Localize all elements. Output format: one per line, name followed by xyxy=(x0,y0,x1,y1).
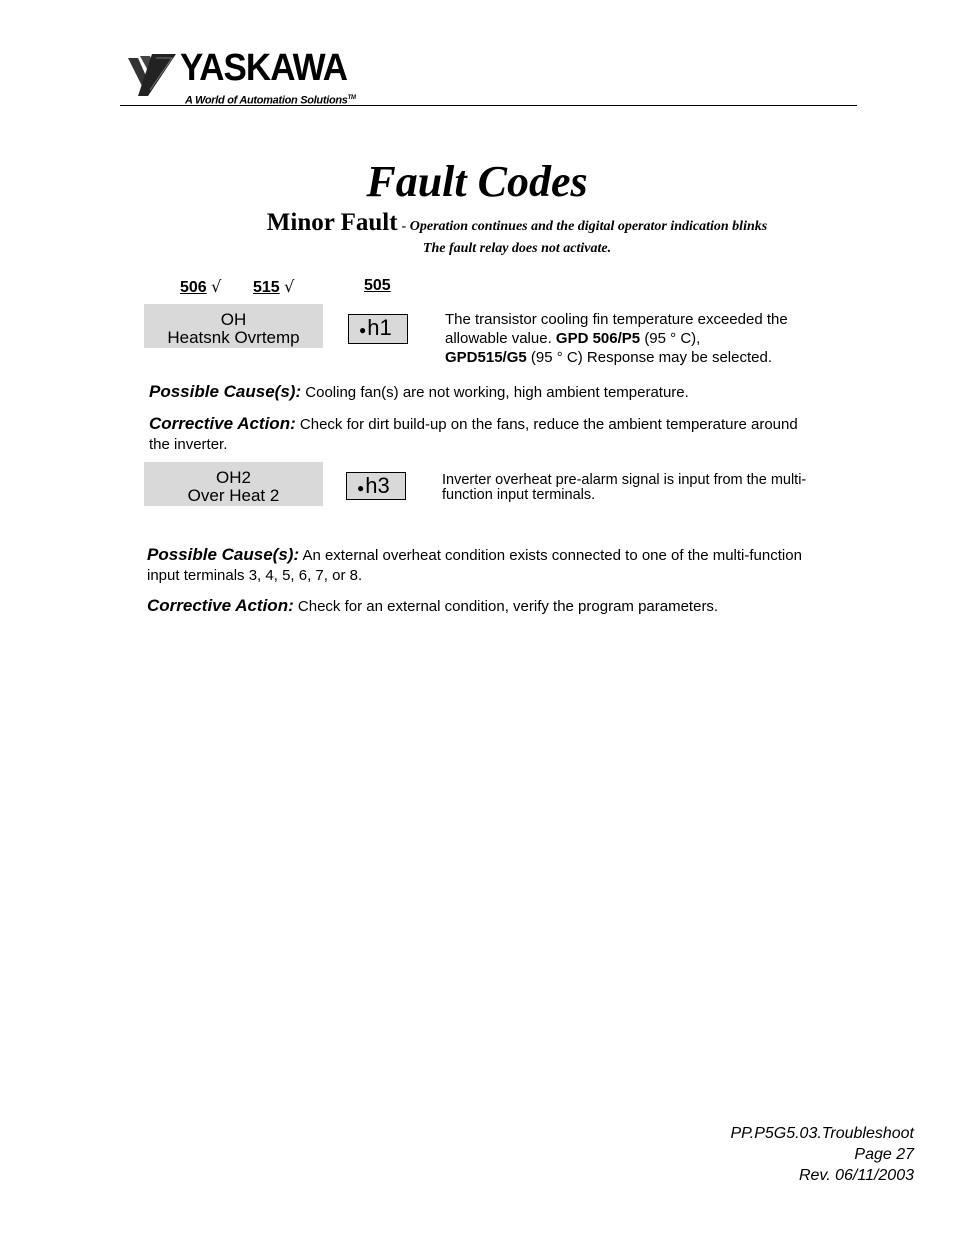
page-title: Fault Codes xyxy=(366,157,588,206)
corrective-action: Corrective Action: Check for dirt build-up on the fans, reduce the ambient temperature around the inverter. xyxy=(149,414,798,453)
brand-name: YASKAWA xyxy=(180,47,348,89)
page-footer xyxy=(730,1123,914,1186)
operator-message: Heatsnk Ovrtemp xyxy=(167,328,300,347)
led-o-glyph: ● xyxy=(357,481,365,495)
model-515-label: 515 √ xyxy=(253,277,295,296)
led-o-glyph: ● xyxy=(359,323,367,337)
revision-date: Rev. 06/11/2003 xyxy=(798,1167,914,1184)
section-title: Minor Fault xyxy=(266,209,398,236)
section-heading xyxy=(0,207,954,243)
header-divider xyxy=(120,105,857,106)
corrective-action: Corrective Action: Check for an external condition, verify the program parameters. xyxy=(147,596,719,615)
document-id: PP.P5G5.03.Troubleshoot xyxy=(730,1125,914,1142)
possible-causes: Possible Cause(s): An external overheat condition exists connected to one of the multi-function input terminals 3, 4, 5, 6, 7, or 8. xyxy=(147,545,802,584)
operator-display-oh2 xyxy=(144,462,323,506)
section-note: The fault relay does not activate. xyxy=(422,241,612,256)
operator-display-oh xyxy=(144,304,323,348)
page-number: Page 27 xyxy=(854,1146,914,1163)
yaskawa-logo-icon xyxy=(126,52,178,98)
led-display-oh3 xyxy=(346,472,406,500)
led-code: h1 xyxy=(367,315,392,340)
operator-message: Over Heat 2 xyxy=(187,486,280,505)
led-code: h3 xyxy=(365,473,390,498)
brand-tagline: A World of Automation Solutions™ xyxy=(185,94,356,107)
check-icon: √ xyxy=(284,277,295,296)
fault-description: Inverter overheat pre-alarm signal is input from the multi-function input terminals. xyxy=(442,472,807,503)
led-display-oh1 xyxy=(348,314,408,344)
operator-code: OH2 xyxy=(216,468,251,487)
operator-code: OH xyxy=(220,310,247,329)
possible-causes: Possible Cause(s): Cooling fan(s) are not working, high ambient temperature. xyxy=(149,382,689,401)
fault-description: The transistor cooling fin temperature exceeded the allowable value. GPD 506/P5 (95 ° C), GPD515/G5 (95 ° C) Response may be selected. xyxy=(445,311,788,366)
check-icon: √ xyxy=(211,277,222,296)
section-description: - Operation continues and the digital operator indication blinks xyxy=(401,219,768,234)
model-506-label: 506 √ xyxy=(180,277,222,296)
model-505-label: 505 xyxy=(364,277,391,294)
